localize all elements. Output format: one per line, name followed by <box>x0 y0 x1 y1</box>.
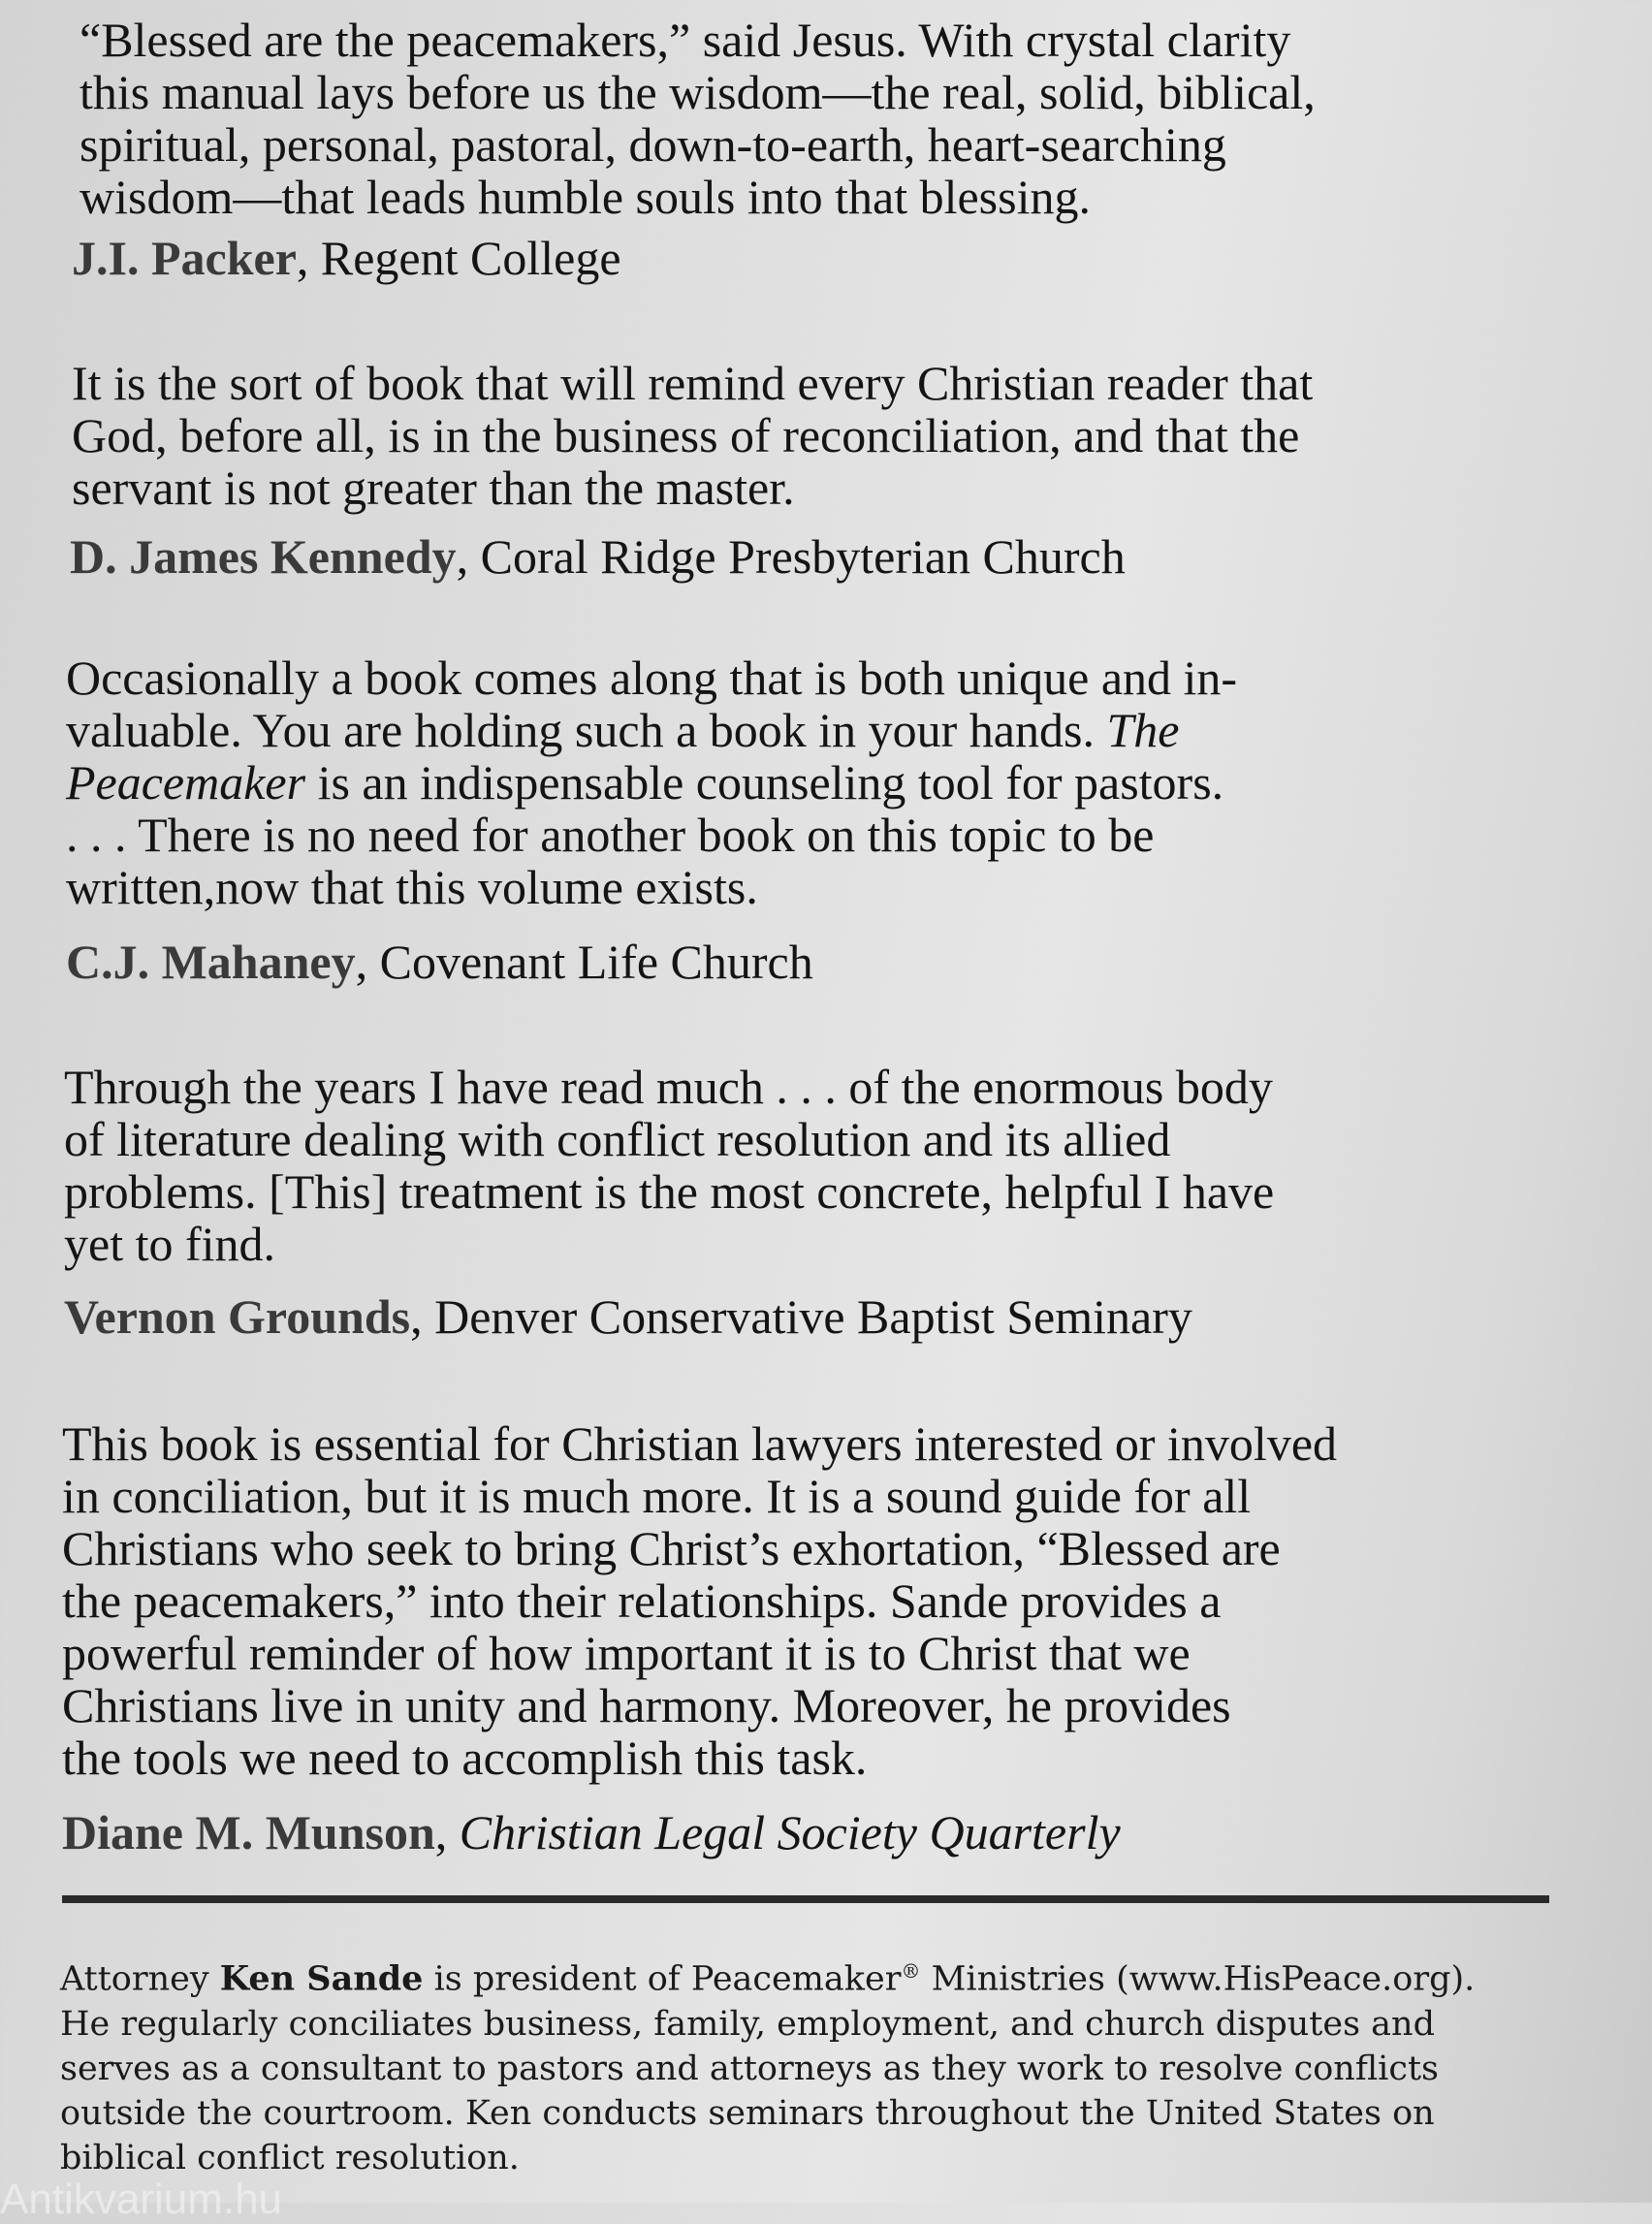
bio-lead: Attorney <box>60 1959 220 1999</box>
endorser-affiliation: Denver Conservative Baptist Seminary <box>434 1289 1192 1344</box>
registered-mark: ® <box>901 1959 921 1983</box>
section-divider <box>62 1895 1549 1903</box>
watermark: Antikvarium.hu <box>0 2176 283 2223</box>
bio-text: Ministries (www.HisPeace.org). He regularly conciliates business, family, employment, and church disputes and serves as a consultant to pastors and attorneys as they work to resolve conflicts outside the courtroom. Ken conducts seminars throughout the United States on biblical conflict resolution. <box>60 1959 1476 2177</box>
endorser-affiliation: Covenant Life Church <box>379 935 813 989</box>
quote-text-part: Occasionally a book comes along that is both unique and in- valuable. You are holding such a book in your hands. <box>66 651 1238 757</box>
attribution-separator: , <box>456 529 481 584</box>
endorsement-quote-1: “Blessed are the peacemakers,” said Jesus. With crystal clarity this manual lays before us the wisdom—the real, solid, biblical, spiritual, personal, pastoral, down-to-earth, heart-searching wisdom—that leads humble souls into that blessing. <box>79 13 1316 224</box>
endorsement-quote-3 <box>66 651 1237 913</box>
endorser-name: D. James Kennedy <box>70 529 457 584</box>
endorsement-attribution-4 <box>64 1289 1192 1344</box>
book-title-part: The <box>1106 703 1180 757</box>
endorser-affiliation: Regent College <box>320 231 621 285</box>
endorser-name: J.I. Packer <box>72 231 297 285</box>
book-title-part: Peacemaker <box>66 755 306 810</box>
endorsement-quote-2: It is the sort of book that will remind every Christian reader that God, before all, is in the business of reconciliation, and that the servant is not greater than the master. <box>72 356 1314 515</box>
attribution-separator: , <box>296 231 321 285</box>
author-bio <box>60 1949 1573 2180</box>
endorsement-attribution-3 <box>66 935 813 989</box>
endorser-name: Diane M. Munson <box>62 1805 435 1859</box>
attribution-separator: , <box>410 1289 435 1344</box>
endorsement-attribution-5 <box>62 1805 1121 1859</box>
endorser-affiliation: Christian Legal Society Quarterly <box>459 1805 1121 1859</box>
endorser-affiliation: Coral Ridge Presbyterian Church <box>480 529 1126 584</box>
endorsement-attribution-1 <box>72 231 621 285</box>
attribution-separator: , <box>355 935 380 989</box>
quote-text-part: is an indispensable counseling tool for pastors. . . . There is no need for another book on this topic to be written,now that this volume exists. <box>66 755 1224 914</box>
bio-text: is president of Peacemaker <box>423 1959 902 1999</box>
attribution-separator: , <box>434 1805 460 1859</box>
endorsement-quote-4: Through the years I have read much . . . of the enormous body of literature dealing with conflict resolution and its allied problems. [This] treatment is the most concrete, helpful I have yet to find. <box>64 1060 1275 1271</box>
bio-author-name: Ken Sande <box>219 1958 424 1999</box>
endorsement-attribution-2 <box>70 529 1126 584</box>
endorser-name: C.J. Mahaney <box>66 935 356 989</box>
endorsement-quote-5: This book is essential for Christian lawyers interested or involved in conciliation, but it is much more. It is a sound guide for all Christians who seek to bring Christ’s exhortation, “Blessed are the peacemakers,” into their relationships. Sande provides a powerful reminder of how important it is to Christ that we Christians live in unity and harmony. Moreover, he provides the tools we need to accomplish this task. <box>62 1416 1338 1785</box>
endorser-name: Vernon Grounds <box>64 1289 411 1344</box>
